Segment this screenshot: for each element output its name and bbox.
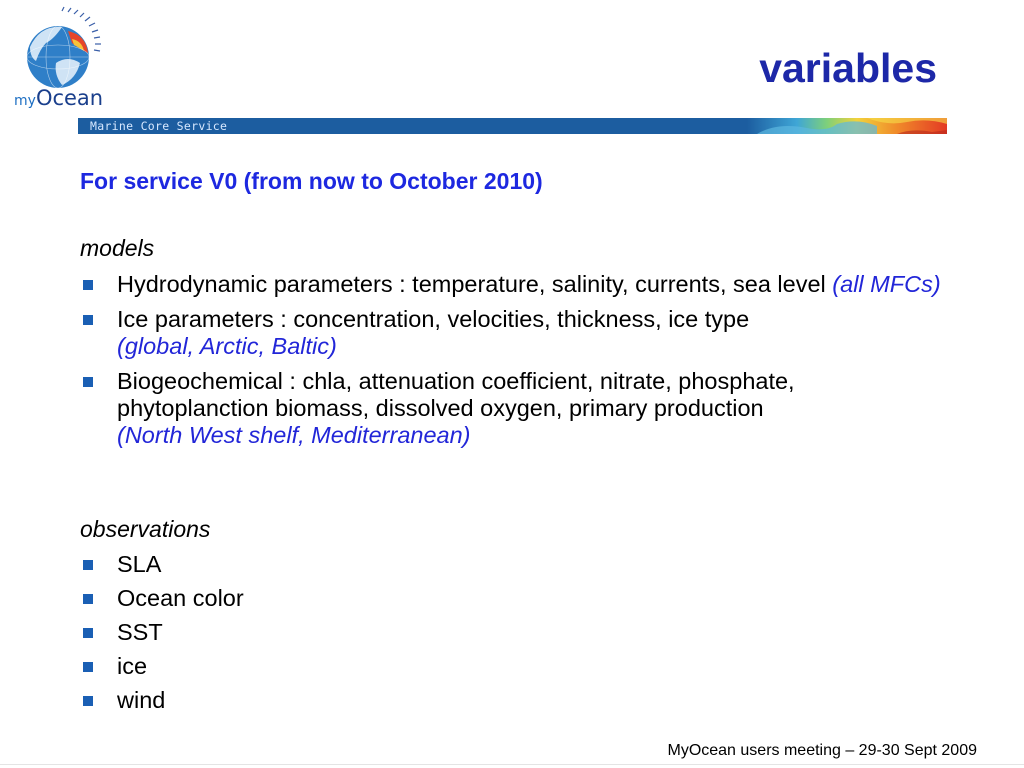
- list-item-note: (global, Arctic, Baltic): [117, 333, 337, 359]
- list-item-note: (North West shelf, Mediterranean): [117, 422, 471, 448]
- observations-heading: observations: [80, 516, 211, 542]
- bullet-square-icon: [83, 594, 93, 604]
- list-item-text: SLA: [117, 551, 162, 577]
- list-item-text: SST: [117, 619, 163, 645]
- list-item: [80, 551, 950, 578]
- models-list: [80, 271, 950, 457]
- list-item: [80, 368, 950, 449]
- bullet-square-icon: [83, 560, 93, 570]
- logo-wordmark-my: my: [14, 93, 36, 109]
- bullet-square-icon: [83, 315, 93, 325]
- list-item-text: Ocean color: [117, 585, 244, 611]
- list-item: [80, 687, 950, 714]
- list-item-text: Hydrodynamic parameters : temperature, salinity, currents, sea level: [117, 271, 833, 297]
- banner-text: Marine Core Service: [90, 119, 228, 133]
- sea-temperature-map-icon: [747, 118, 947, 134]
- list-item-text: Biogeochemical : chla, attenuation coefficient, nitrate, phosphate, phytoplanction biomass, dissolved oxygen, primary production: [117, 368, 795, 421]
- list-item-text: Ice parameters : concentration, velocities, thickness, ice type: [117, 306, 750, 332]
- observations-list: [80, 551, 950, 721]
- list-item: [80, 585, 950, 612]
- list-item-note: (all MFCs): [832, 271, 941, 297]
- bullet-square-icon: [83, 628, 93, 638]
- footer-divider: [0, 764, 1024, 765]
- bullet-square-icon: [83, 280, 93, 290]
- list-item: [80, 619, 950, 646]
- list-item-text: wind: [117, 687, 166, 713]
- slide-title: variables: [759, 45, 937, 91]
- list-item: [80, 306, 950, 360]
- list-item-text: ice: [117, 653, 148, 679]
- bullet-square-icon: [83, 377, 93, 387]
- header-banner: [78, 118, 947, 134]
- globe-logo-icon: [10, 5, 120, 95]
- models-heading: models: [80, 235, 155, 261]
- bullet-square-icon: [83, 662, 93, 672]
- slide-footer: MyOcean users meeting – 29-30 Sept 2009: [667, 742, 977, 759]
- list-item: [80, 271, 950, 298]
- bullet-square-icon: [83, 696, 93, 706]
- list-item: [80, 653, 950, 680]
- service-subtitle: For service V0 (from now to October 2010): [80, 168, 543, 194]
- logo-wordmark: [14, 86, 103, 110]
- logo-wordmark-ocean: Ocean: [35, 86, 104, 110]
